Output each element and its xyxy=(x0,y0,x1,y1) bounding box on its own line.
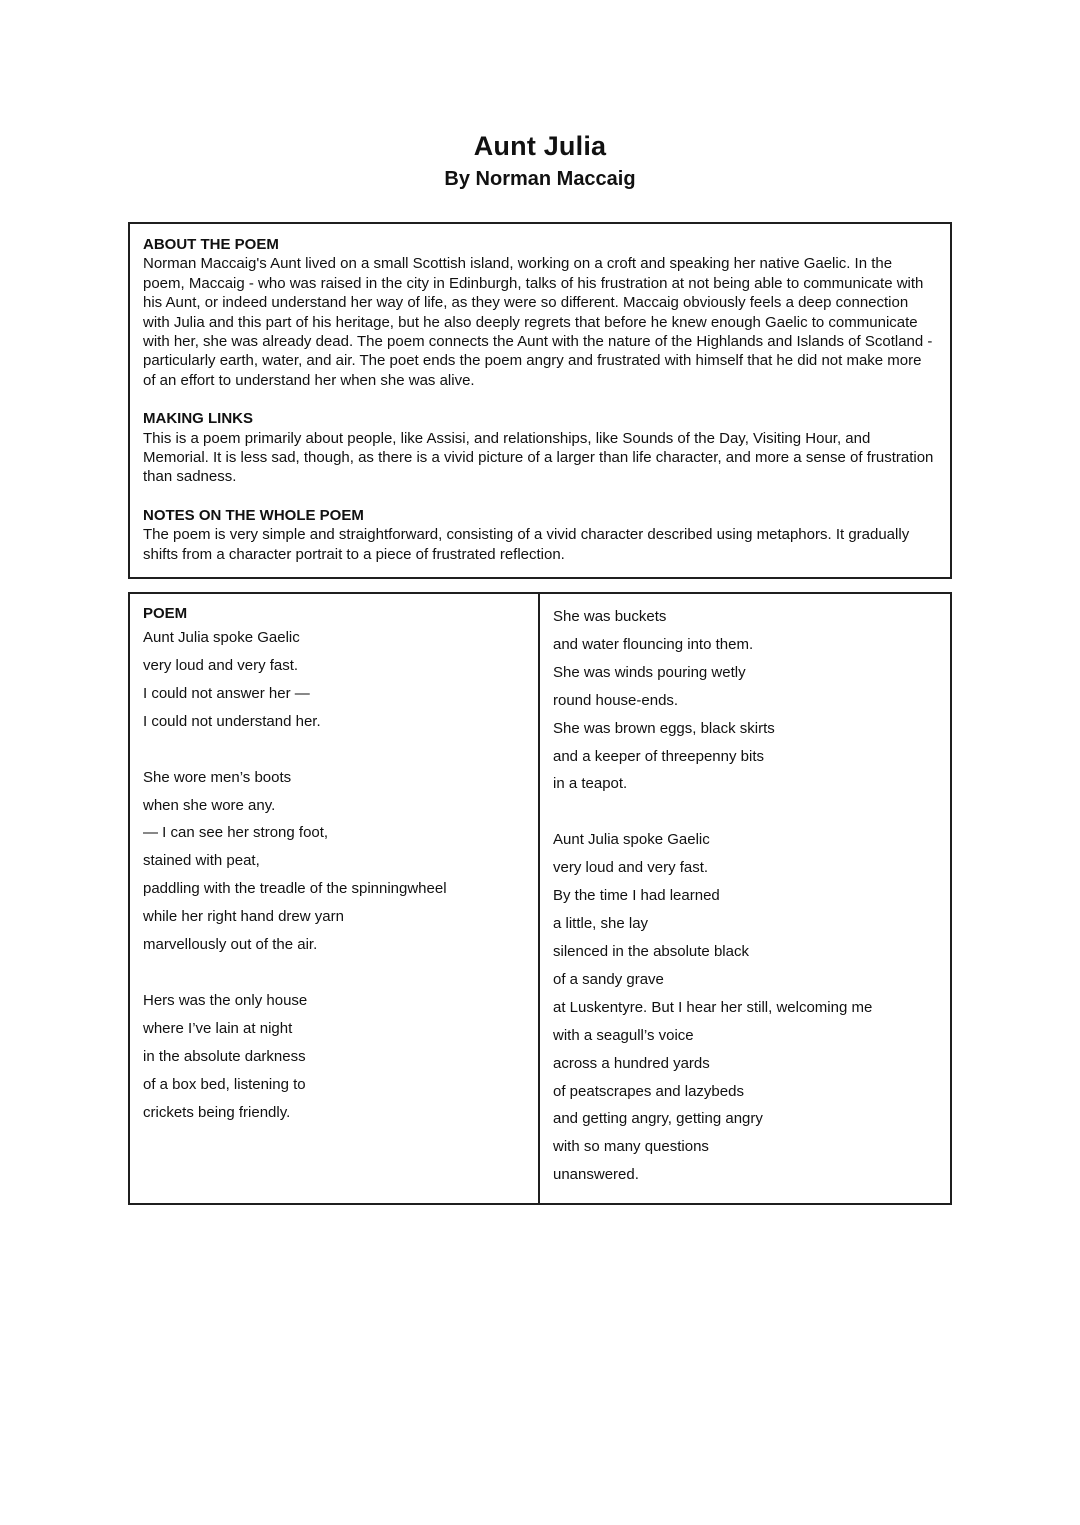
section-body: The poem is very simple and straightforward, consisting of a vivid character described using metaphors. It gradually shifts from a character portrait to a piece of frustrated reflection. xyxy=(143,526,910,563)
poem-line: with a seagull’s voice xyxy=(553,1026,694,1044)
poem-line: very loud and very fast. xyxy=(143,656,299,674)
poem-line: when she wore any. xyxy=(143,796,276,814)
poem-column-left xyxy=(130,594,540,1203)
stanza xyxy=(553,603,938,798)
poem-line: very loud and very fast. xyxy=(553,859,709,877)
section-heading: NOTES ON THE WHOLE POEM xyxy=(143,506,364,524)
poem-line: She wore men’s boots xyxy=(143,768,292,786)
poem-line: round house-ends. xyxy=(553,691,679,709)
poem-line: where I’ve lain at night xyxy=(143,1019,293,1037)
poem-line: stained with peat, xyxy=(143,852,260,870)
section-heading: MAKING LINKS xyxy=(143,410,253,428)
about-box xyxy=(128,222,952,579)
poem-line: and getting angry, getting angry xyxy=(553,1110,763,1128)
section-body: This is a poem primarily about people, like Assisi, and relationships, like Sounds of the Day, Visiting Hour, and Memorial. It is less sad, though, as there is a vivid picture of a larger than life character, and more a sense of frustration than sadness. xyxy=(143,429,934,486)
poem-line: of a box bed, listening to xyxy=(143,1075,306,1093)
page-title: Aunt Julia xyxy=(473,131,607,161)
poem-line: and water flouncing into them. xyxy=(553,635,754,653)
poem-line: She was buckets xyxy=(553,608,667,625)
stanza xyxy=(143,764,526,959)
poem-heading: POEM xyxy=(143,605,188,622)
poem-line: unanswered. xyxy=(553,1166,639,1184)
poem-line: and a keeper of threepenny bits xyxy=(553,747,764,765)
poem-right-stanzas xyxy=(553,603,938,1189)
poem-line: a little, she lay xyxy=(553,915,649,933)
poem-line: I could not answer her — xyxy=(143,684,310,702)
poem-line: of a sandy grave xyxy=(553,970,664,988)
about-section xyxy=(143,506,936,564)
poem-box xyxy=(128,592,952,1205)
section-body: Norman Maccaig's Aunt lived on a small Scottish island, working on a croft and speaking her native Gaelic. In the poem, Maccaig - who was raised in the city in Edinburgh, talks of his frustration at not being able to communicate with his Aunt, or indeed understand her way of life, as they were so different. Maccaig obviously feels a deep connection with Julia and this part of his heritage, but he also deeply regrets that before he knew enough Gaelic to communicate with her, she was already dead. The poem connects the Aunt with the nature of the Highlands and Islands of Scotland - particularly earth, water, and air. The poet ends the poem angry and frustrated with himself that he did not make more of an effort to understand her when she was alive. xyxy=(143,255,933,389)
stanza xyxy=(553,826,938,1189)
poem-line: while her right hand drew yarn xyxy=(143,908,344,926)
poem-line: Aunt Julia spoke Gaelic xyxy=(143,629,300,646)
poem-column-right xyxy=(540,594,950,1203)
poem-line: across a hundred yards xyxy=(553,1054,710,1072)
poem-line: Aunt Julia spoke Gaelic xyxy=(553,831,710,849)
poem-line: silenced in the absolute black xyxy=(553,942,749,960)
stanza xyxy=(143,987,526,1127)
poem-line: of peatscrapes and lazybeds xyxy=(553,1082,744,1100)
about-section xyxy=(143,235,936,390)
stanza xyxy=(143,624,526,736)
poem-line: crickets being friendly. xyxy=(143,1103,291,1121)
section-heading: ABOUT THE POEM xyxy=(143,236,279,253)
poem-line: — I can see her strong foot, xyxy=(143,824,329,842)
poem-line: at Luskentyre. But I hear her still, welcoming me xyxy=(553,998,873,1016)
poem-line: She was winds pouring wetly xyxy=(553,663,746,681)
poem-line: She was brown eggs, black skirts xyxy=(553,719,775,737)
page-subtitle: By Norman Maccaig xyxy=(444,168,636,190)
poem-line: in the absolute darkness xyxy=(143,1047,306,1065)
poem-line: in a teapot. xyxy=(553,775,628,793)
poem-line: marvellously out of the air. xyxy=(143,936,318,954)
poem-line: By the time I had learned xyxy=(553,887,720,905)
about-section xyxy=(143,409,936,487)
poem-line: paddling with the treadle of the spinningwheel xyxy=(143,880,447,898)
poem-line: I could not understand her. xyxy=(143,712,321,730)
poem-left-stanzas xyxy=(143,624,526,1127)
poem-line: Hers was the only house xyxy=(143,991,308,1009)
poem-line: with so many questions xyxy=(553,1138,709,1156)
